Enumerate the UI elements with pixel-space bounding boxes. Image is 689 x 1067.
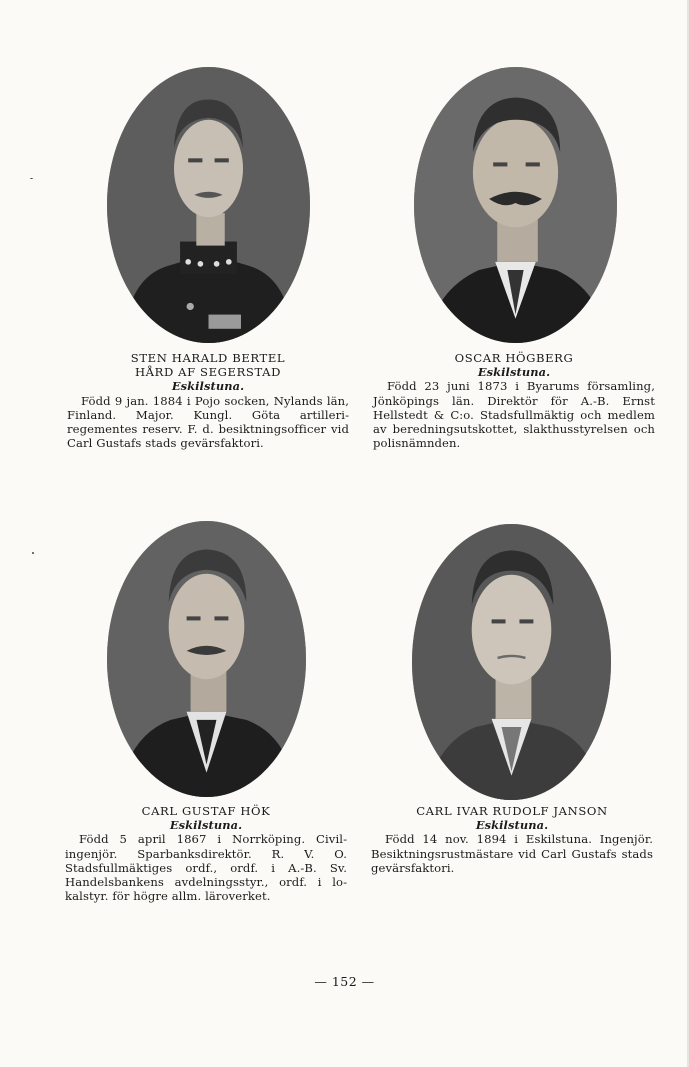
person-name: OSCAR HÖGBERG (454, 351, 574, 365)
portrait-photo (414, 67, 617, 343)
caption (65, 804, 347, 903)
portrait-photo (412, 524, 611, 800)
city: Eskilstuna. (475, 818, 549, 833)
person-name: STEN HARALD BERTEL (130, 351, 286, 365)
print-speck (30, 178, 33, 179)
person-name: CARL GUSTAF HÖK (141, 804, 271, 818)
city: Eskilstuna. (171, 379, 245, 394)
portrait-photo (107, 521, 306, 797)
biography: Född 14 nov. 1894 i Eskilstuna. Ingenjör. Besiktningsrustmästare vid Carl Gustafs stads gevärsfaktori. (371, 832, 653, 875)
biography: Född 5 april 1867 i Norrköping. Civilingenjör. Sparbanksdirektör. R. V. O. Stadsfullmäktiges ordf., ordf. i A.-B. Sv. Handelsbankens avdelningsstyr., ordf. i lokalstyr. för högre allm. läroverket. (65, 832, 347, 904)
caption (67, 351, 349, 450)
person-name: CARL IVAR RUDOLF JANSON (416, 804, 608, 818)
portrait-photo (107, 67, 310, 343)
biography: Född 9 jan. 1884 i Pojo socken, Nylands län, Finland. Major. Kungl. Göta artilleriregementes reserv. F. d. besiktningsofficer vid Carl Gustafs stads gevärsfaktori. (67, 393, 349, 451)
city: Eskilstuna. (477, 365, 551, 380)
city: Eskilstuna. (169, 818, 243, 833)
page-number: — 152 — (314, 974, 375, 989)
print-speck (32, 552, 34, 554)
person-name-cont: HÅRD AF SEGERSTAD (134, 365, 282, 380)
caption (371, 804, 653, 875)
caption (373, 351, 655, 450)
biography: Född 23 juni 1873 i Byarums församling, Jönköpings län. Direktör för A.-B. Ernst Hellstedt & C:o. Stadsfullmäktig och medlem av beredningsutskottet, slakthusstyrelsen och polisnämnden. (373, 379, 655, 451)
